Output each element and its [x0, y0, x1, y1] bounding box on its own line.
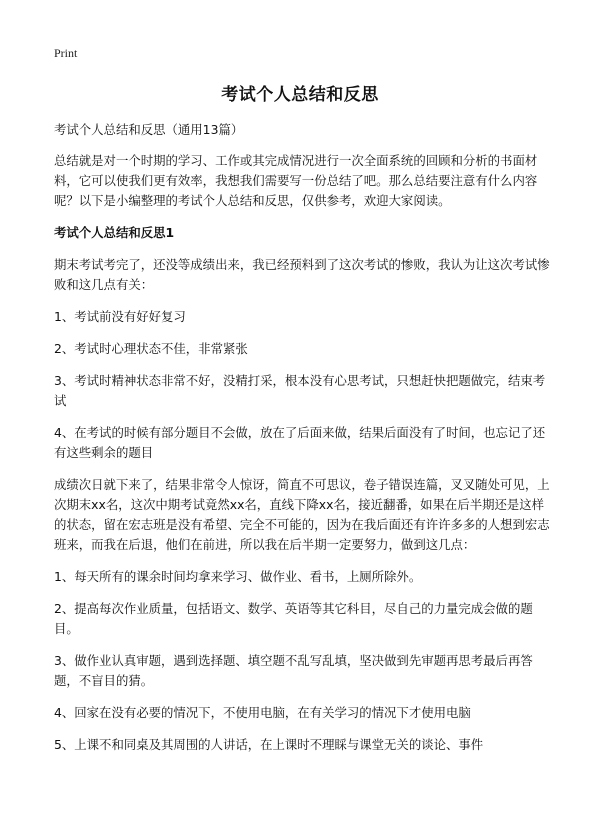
- list-item: 3、考试时精神状态非常不好，没精打采，根本没有心思考试，只想赶快把题做完，结束考试: [54, 373, 546, 408]
- section-heading: 考试个人总结和反思1: [54, 225, 175, 240]
- list-item: 5、上课不和同桌及其周围的人讲话，在上课时不理睬与课堂无关的谈论、事件: [54, 737, 484, 752]
- document-subtitle: 考试个人总结和反思（通用13篇）: [54, 122, 244, 137]
- list-item: 4、在考试的时候有部分题目不会做，放在了后面来做，结果后面没有了时间，也忘记了还有这些剩余的题目: [54, 425, 546, 460]
- body-paragraph: 成绩次日就下来了，结果非常令人惊讶，简直不可思议，卷子错误连篇，叉叉随处可见，上次期末xx名，这次中期考试竟然xx名，直线下降xx名，接近翻番，如果在后半期还是这样的状态，留在宏志班是没有希望、完全不可能的，因为在我后面还有许许多多的人想到宏志班来，而我在后退，他们在前进，所以我在后半期一定要努力，做到这几点：: [54, 477, 550, 552]
- list-item: 1、每天所有的课余时间均拿来学习、做作业、看书，上厕所除外。: [54, 569, 422, 584]
- list-item: 2、提高每次作业质量，包括语文、数学、英语等其它科目，尽自己的力量完成会做的题目。: [54, 601, 533, 636]
- print-label: Print: [54, 46, 78, 60]
- list-item: 2、考试时心理状态不佳，非常紧张: [54, 341, 248, 356]
- document-title: 考试个人总结和反思: [221, 85, 379, 105]
- list-item: 4、回家在没有必要的情况下，不使用电脑，在有关学习的情况下才使用电脑: [54, 705, 471, 720]
- list-item: 1、考试前没有好好复习: [54, 309, 186, 324]
- document-body: [54, 120, 554, 767]
- body-paragraph: 期末考试考完了，还没等成绩出来，我已经预料到了这次考试的惨败，我认为让这次考试惨败和这几点有关：: [54, 257, 550, 292]
- intro-paragraph: 总结就是对一个时期的学习、工作或其完成情况进行一次全面系统的回顾和分析的书面材料，它可以使我们更有效率，我想我们需要写一份总结了吧。那么总结要注意有什么内容呢？以下是小编整理的考试个人总结和反思，仅供参考，欢迎大家阅读。: [54, 153, 538, 208]
- list-item: 3、做作业认真审题，遇到选择题、填空题不乱写乱填，坚决做到先审题再思考最后再答题，不盲目的猜。: [54, 653, 533, 688]
